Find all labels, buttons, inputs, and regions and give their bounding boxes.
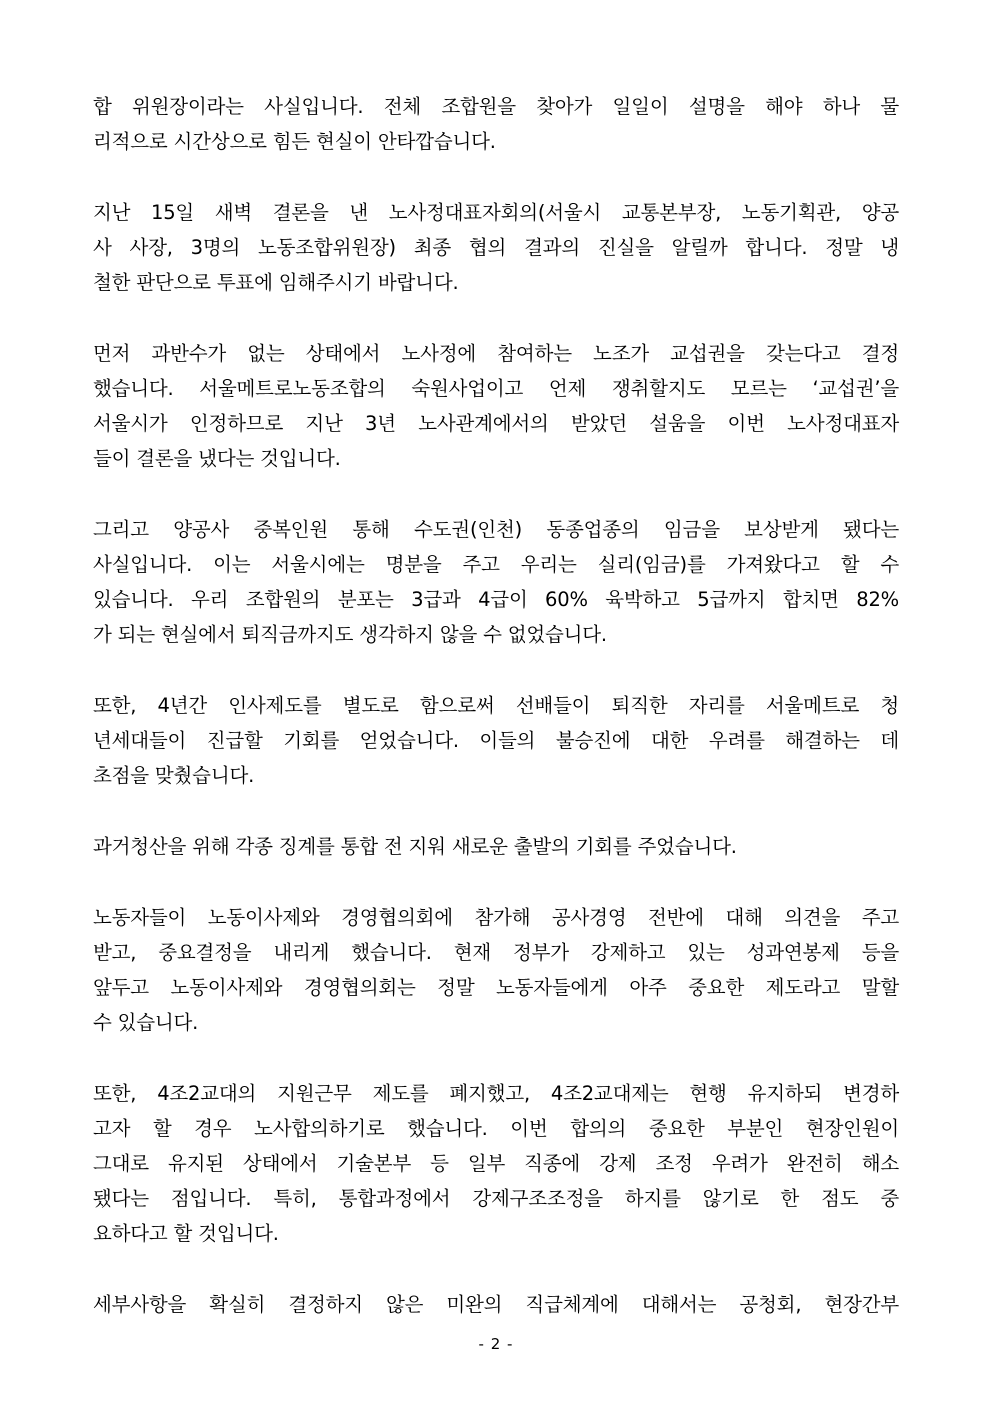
document-body (93, 89, 899, 1322)
paragraph (93, 512, 899, 652)
paragraph (93, 688, 899, 793)
text-line: 지난 15일 새벽 결론을 낸 노사정대표자회의(서울시 교통본부장, 노동기획관, 양공 (93, 201, 899, 224)
page-number: - 2 - (478, 1335, 514, 1353)
text-line: 그대로 유지된 상태에서 기술본부 등 일부 직종에 강제 조정 우려가 완전히 해소 (93, 1152, 899, 1175)
text-line: 과거청산을 위해 각종 징계를 통합 전 지워 새로운 출발의 기회를 주었습니다. (93, 835, 737, 858)
text-line: 수 있습니다. (93, 1011, 199, 1034)
text-line: 가 되는 현실에서 퇴직금까지도 생각하지 않을 수 없었습니다. (93, 623, 607, 646)
text-line: 리적으로 시간상으로 힘든 현실이 안타깝습니다. (93, 130, 496, 153)
text-line: 세부사항을 확실히 결정하지 않은 미완의 직급체계에 대해서는 공청회, 현장간부 (93, 1293, 899, 1316)
paragraph (93, 195, 899, 300)
text-line: 사 사장, 3명의 노동조합위원장) 최종 협의 결과의 진실을 알릴까 합니다. 정말 냉 (93, 236, 899, 259)
text-line: 요하다고 할 것입니다. (93, 1222, 279, 1245)
paragraph (93, 829, 899, 864)
text-line: 합 위원장이라는 사실입니다. 전체 조합원을 찾아가 일일이 설명을 해야 하나 물 (93, 95, 899, 118)
text-line: 받고, 중요결정을 내리게 했습니다. 현재 정부가 강제하고 있는 성과연봉제 등을 (93, 941, 899, 964)
text-line: 앞두고 노동이사제와 경영협의회는 정말 노동자들에게 아주 중요한 제도라고 말할 (93, 976, 899, 999)
text-line: 철한 판단으로 투표에 임해주시기 바랍니다. (93, 271, 459, 294)
text-line: 그리고 양공사 중복인원 통해 수도권(인천) 동종업종의 임금을 보상받게 됐다는 (93, 518, 899, 541)
text-line: 서울시가 인정하므로 지난 3년 노사관계에서의 받았던 설움을 이번 노사정대표자 (93, 412, 899, 435)
text-line: 또한, 4년간 인사제도를 별도로 함으로써 선배들이 퇴직한 자리를 서울메트로 청 (93, 694, 899, 717)
text-line: 먼저 과반수가 없는 상태에서 노사정에 참여하는 노조가 교섭권을 갖는다고 결정 (93, 342, 899, 365)
text-line: 들이 결론을 냈다는 것입니다. (93, 447, 341, 470)
text-line: 년세대들이 진급할 기회를 얻었습니다. 이들의 불승진에 대한 우려를 해결하는 데 (93, 729, 899, 752)
text-line: 고자 할 경우 노사합의하기로 했습니다. 이번 합의의 중요한 부분인 현장인원이 (93, 1117, 899, 1140)
paragraph (93, 1076, 899, 1251)
paragraph (93, 336, 899, 476)
text-line: 노동자들이 노동이사제와 경영협의회에 참가해 공사경영 전반에 대해 의견을 주고 (93, 906, 899, 929)
paragraph (93, 900, 899, 1040)
text-line: 초점을 맞췄습니다. (93, 764, 255, 787)
text-line: 있습니다. 우리 조합원의 분포는 3급과 4급이 60% 육박하고 5급까지 합치면 82% (93, 588, 899, 611)
paragraph (93, 89, 899, 159)
text-line: 됐다는 점입니다. 특히, 통합과정에서 강제구조조정을 하지를 않기로 한 점도 중 (93, 1187, 899, 1210)
text-line: 사실입니다. 이는 서울시에는 명분을 주고 우리는 실리(임금)를 가져왔다고 할 수 (93, 553, 899, 576)
paragraph (93, 1287, 899, 1322)
text-line: 했습니다. 서울메트로노동조합의 숙원사업이고 언제 쟁취할지도 모르는 ‘교섭권’을 (93, 377, 899, 400)
text-line: 또한, 4조2교대의 지원근무 제도를 폐지했고, 4조2교대제는 현행 유지하되 변경하 (93, 1082, 899, 1105)
